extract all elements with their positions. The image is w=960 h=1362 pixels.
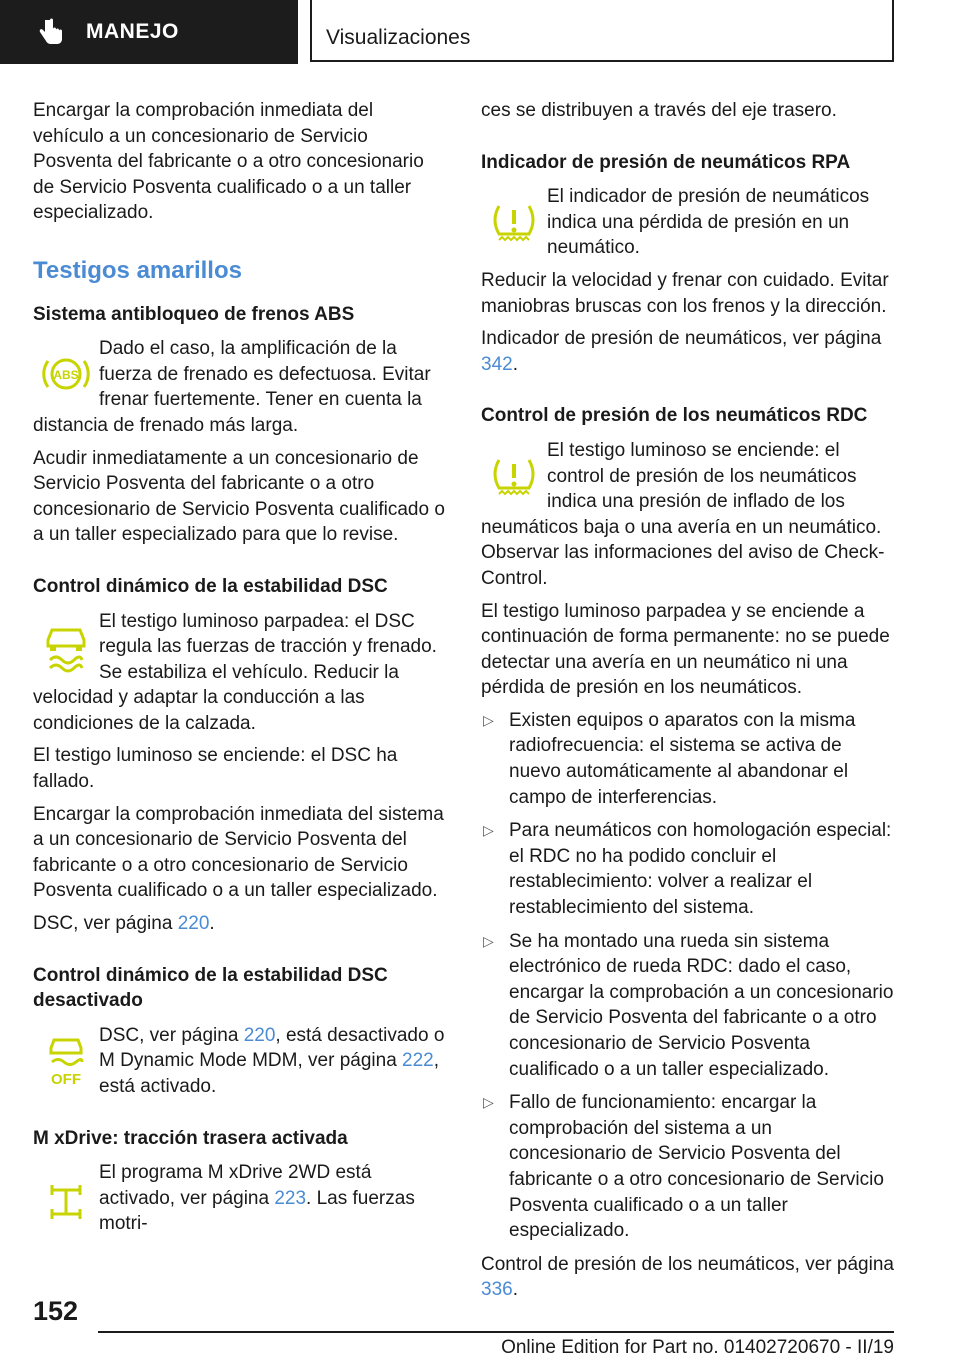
dsc-reference: DSC, ver página 220. <box>33 913 215 935</box>
list-item: ▷ Se ha montado una rueda sin sistema electrónico de rueda RDC: dado el caso, encargar la comprobación a un concesionario de Servicio Posventa del fabricante o a otro concesionario de Servicio Posventa cualificado o a un taller especializado. <box>483 930 894 1080</box>
rdc-block <box>481 438 894 592</box>
dsc-off-heading: Control dinámico de la estabilidad DSC desactivado <box>33 964 388 1012</box>
dsc-off-block <box>33 1023 448 1100</box>
edition-note: Online Edition for Part no. 01402720670 - II/19 <box>501 1337 894 1358</box>
section-title: Testigos amarillos <box>33 256 242 284</box>
abs-block <box>33 336 448 438</box>
rdc-text-2: El testigo luminoso parpadea y se enciende a continuación de forma permanente: no se puede detectar una avería en un neumático ni una pérdida de presión en los neumáticos. <box>481 600 890 699</box>
abs-warning-icon <box>33 336 99 412</box>
rdc-heading: Control de presión de los neumáticos RDC <box>481 405 868 427</box>
xdrive-page-link[interactable]: 223 <box>274 1187 307 1209</box>
dsc-warning-icon <box>33 609 99 685</box>
dsc-page-link[interactable]: 220 <box>177 913 210 935</box>
triangle-bullet-icon: ▷ <box>483 822 494 839</box>
section-tab <box>0 0 298 64</box>
xdrive-heading: M xDrive: tracción trasera activada <box>33 1127 348 1149</box>
dsc-off-text: DSC, ver página 220, está desactivado o M Dynamic Mode MDM, ver página 222, está activado. <box>99 1024 445 1097</box>
abs-icon-text: ABS <box>53 368 79 383</box>
rpa-page-link[interactable]: 342 <box>481 353 513 375</box>
dsc-off-icon-text: OFF <box>51 1070 81 1088</box>
xdrive-icon <box>33 1160 99 1236</box>
dsc-text-3: Encargar la comprobación inmediata del sistema a un concesionario de Servicio Posventa del fabricante o a otro concesionario de Servicio Posventa cualificado o a un taller especializado. <box>33 803 444 902</box>
list-item: ▷ Fallo de funcionamiento: encargar la comprobación del sistema a un concesionario de Servicio Posventa del fabricante o a otro concesionario de Servicio Posventa cualificado o a un taller especializado. <box>483 1092 884 1242</box>
rpa-text-2: Reducir la velocidad y frenar con cuidado. Evitar maniobras bruscas con los frenos y la dirección. <box>481 269 889 317</box>
rpa-heading: Indicador de presión de neumáticos RPA <box>481 151 851 173</box>
abs-text-2: Acudir inmediatamente a un concesionario de Servicio Posventa del fabricante o a otro concesionario de Servicio Posventa cualificado o a un taller especializado para que lo revise. <box>33 447 445 546</box>
rpa-reference: Indicador de presión de neumáticos, ver página 342. <box>481 328 882 375</box>
dsc-block <box>33 609 448 737</box>
page-header-title: Visualizaciones <box>310 0 894 62</box>
abs-text-1: Dado el caso, la amplificación de la fuerza de frenado es defectuosa. Evitar frenar fuertemente. Tener en cuenta la distancia de frenado más larga. <box>33 338 431 436</box>
triangle-bullet-icon: ▷ <box>483 1094 494 1111</box>
rdc-reference: Control de presión de los neumáticos, ver página 336. <box>481 1253 894 1301</box>
rdc-page-link[interactable]: 336 <box>481 1279 513 1301</box>
xdrive-block <box>33 1160 448 1237</box>
dsc-text-2: El testigo luminoso se enciende: el DSC ha fallado. <box>33 745 398 793</box>
list-item: ▷ Para neumáticos con homologación especial: el RDC no ha podido concluir el restablecimiento: volver a realizar el restablecimiento del sistema. <box>483 820 892 919</box>
triangle-bullet-icon: ▷ <box>483 932 494 949</box>
dsc-text-1: El testigo luminoso parpadea: el DSC regula las fuerzas de tracción y frenado. Se estabiliza el vehículo. Reducir la velocidad y adaptar la conducción a las condiciones de la calzada. <box>33 610 437 734</box>
dsc-heading: Control dinámico de la estabilidad DSC <box>33 575 388 597</box>
dsc-off-icon <box>33 1023 99 1099</box>
intro-paragraph: Encargar la comprobación inmediata del vehículo a un concesionario de Servicio Posventa del fabricante o a otro concesionario de Servicio Posventa cualificado o a un taller especializado. <box>33 100 424 224</box>
rpa-block <box>481 184 894 261</box>
dsc-off-page-link-2[interactable]: 222 <box>402 1050 434 1072</box>
tire-pressure-icon <box>481 184 547 260</box>
list-item: ▷ Existen equipos o aparatos con la misma radiofrecuencia: el sistema se activa de nuevo automáticamente al abandonar el campo de interferencias. <box>483 709 856 808</box>
continued-paragraph: ces se distribuyen a través del eje trasero. <box>481 100 837 121</box>
triangle-bullet-icon: ▷ <box>483 711 494 728</box>
abs-heading: Sistema antibloqueo de frenos ABS <box>33 303 355 325</box>
xdrive-text: El programa M xDrive 2WD está activado, ver página 223. Las fuerzas motri- <box>99 1162 415 1235</box>
hand-icon <box>38 17 68 47</box>
rpa-text-1: El indicador de presión de neumáticos indica una pérdida de presión en un neumático. <box>547 186 870 259</box>
left-column <box>33 98 448 1244</box>
tire-pressure-icon <box>481 438 547 514</box>
footer-divider <box>98 1331 894 1333</box>
dsc-off-page-link-1[interactable]: 220 <box>243 1024 276 1046</box>
right-column <box>481 98 894 1310</box>
page-number: 152 <box>33 1296 79 1326</box>
rdc-bullet-list <box>481 708 894 1244</box>
rdc-text-1: El testigo luminoso se enciende: el control de presión de los neumáticos indica una presión de inflado de los neumáticos baja o una avería en un neumático. Observar las informaciones del aviso de Check-Control. <box>481 439 885 589</box>
section-label: MANEJO <box>86 20 179 43</box>
